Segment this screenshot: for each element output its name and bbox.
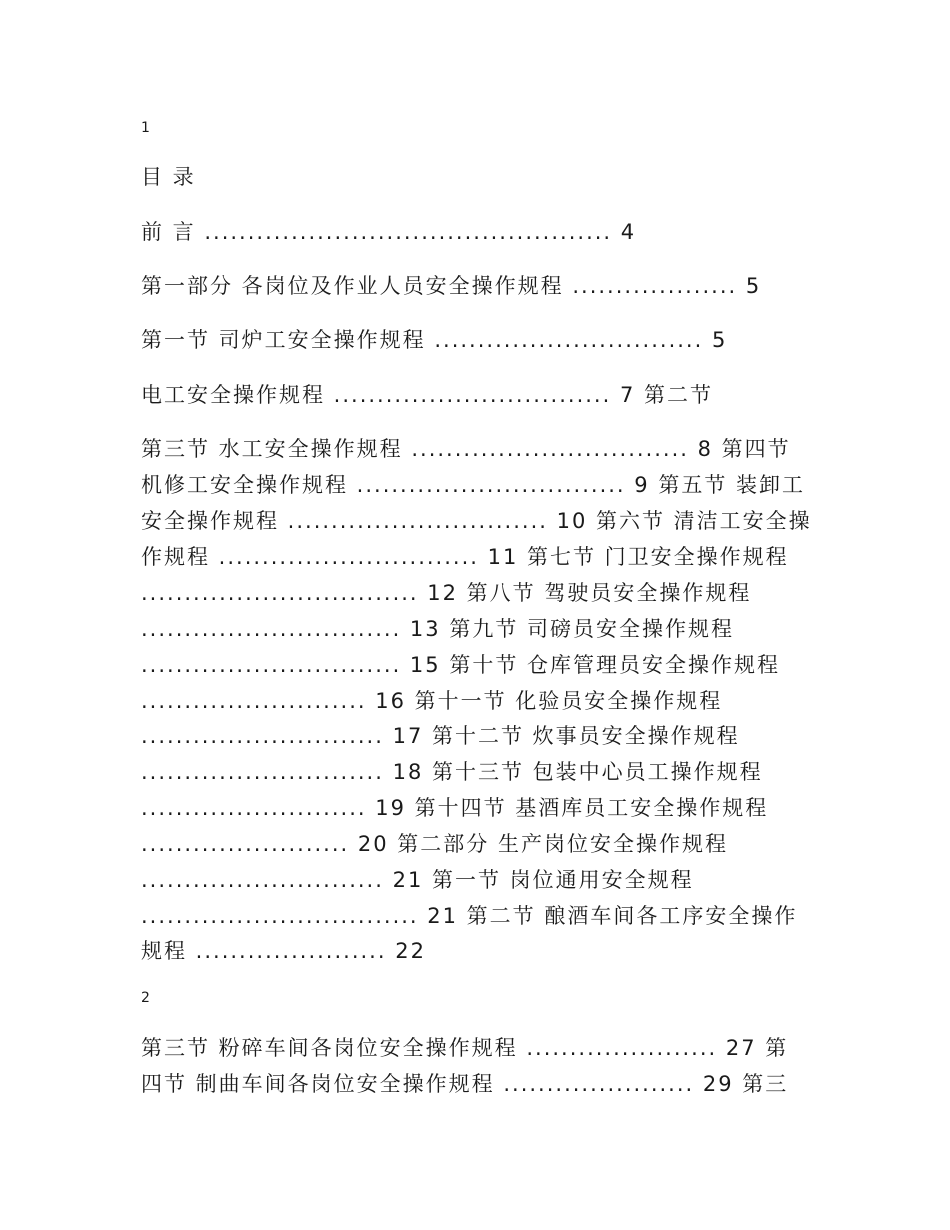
toc-line: 前 言 ............................................... 4 [141, 220, 637, 244]
toc-line: ............................ 21 第一节 岗位通用安全规程 [141, 868, 694, 892]
toc-line: ................................ 21 第二节 酿酒车间各工序安全操作 [141, 904, 798, 928]
toc-line: 第一节 司炉工安全操作规程 ............................... 5 [141, 328, 728, 352]
toc-heading: 目 录 [141, 165, 196, 189]
toc-line: .......................... 19 第十四节 基酒库员工安全操作规程 [141, 796, 769, 820]
toc-line: 安全操作规程 .............................. 10 第六节 清洁工安全操 [141, 509, 812, 533]
toc-line: ............................ 18 第十三节 包装中心员工操作规程 [141, 760, 763, 784]
toc-line: 第三节 粉碎车间各岗位安全操作规程 ...................... 27 第 [141, 1036, 789, 1060]
toc-line: .......................... 16 第十一节 化验员安全操作规程 [141, 689, 723, 713]
toc-line: ............................ 17 第十二节 炊事员安全操作规程 [141, 724, 740, 748]
toc-line: 规程 ...................... 22 [141, 939, 426, 963]
toc-line: .............................. 15 第十节 仓库管理员安全操作规程 [141, 653, 781, 677]
toc-line: .............................. 13 第九节 司磅员安全操作规程 [141, 617, 735, 641]
toc-line: ........................ 20 第二部分 生产岗位安全操作规程 [141, 832, 728, 856]
page-number: 1 [141, 120, 150, 136]
toc-line: 第三节 水工安全操作规程 ................................ 8 第四节 [141, 437, 791, 461]
toc-line: 第一部分 各岗位及作业人员安全操作规程 ................... 5 [141, 274, 762, 298]
toc-line: ................................ 12 第八节 驾驶员安全操作规程 [141, 581, 752, 605]
toc-line: 电工安全操作规程 ................................ 7 第二节 [141, 383, 713, 407]
toc-line: 机修工安全操作规程 ............................... 9 第五节 装卸工 [141, 473, 805, 497]
toc-line: 作规程 .............................. 11 第七节 门卫安全操作规程 [141, 545, 789, 569]
page-number: 2 [141, 990, 150, 1006]
toc-line: 四节 制曲车间各岗位安全操作规程 ...................... 29 第三 [141, 1072, 789, 1096]
